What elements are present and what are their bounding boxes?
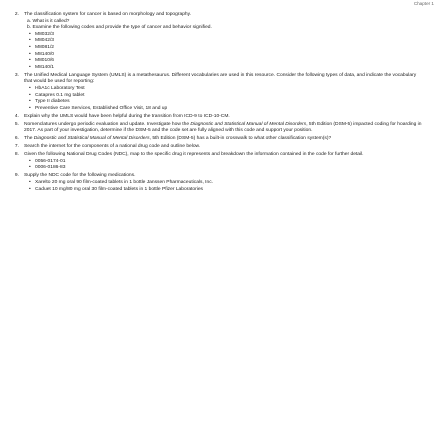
data-type-list xyxy=(24,86,422,112)
medication-list xyxy=(24,180,422,193)
question-text: Supply the NDC code for the following medications. xyxy=(24,173,136,179)
list-item: • Type II diabetes xyxy=(29,99,422,106)
question-text: The Unified Medical Language System (UMLS) is a metathesaurus. Different vocabularies are used in this resource. Consider the following types of data, and indicate the vocabulary that would be used for reporting: xyxy=(24,72,417,85)
question-number: 5. xyxy=(14,121,19,127)
question-text: Explain why the UMLS would have been helpful during the transition from ICD-9 to ICD-10-CM. xyxy=(24,113,230,119)
question-number: 9. xyxy=(14,173,19,179)
text-segment: , 5th Edition (DSM-5) has a built-in crosswalk to what other classification system(s)? xyxy=(149,136,332,142)
list-item: • 0056-0174-01 xyxy=(29,159,422,166)
question-number: 4. xyxy=(14,113,19,119)
text-segment: The xyxy=(24,136,34,142)
code-list xyxy=(24,32,422,72)
question-text: Search the internet for the components of a national drug code and outline below. xyxy=(24,144,201,150)
page-header: Chapter 1 xyxy=(413,1,434,6)
question-number: 7. xyxy=(14,144,19,150)
question-9 xyxy=(0,173,448,193)
question-5 xyxy=(0,122,448,135)
list-item: • HbA1c Laboratory Test xyxy=(29,86,422,93)
ndc-list xyxy=(24,159,422,172)
question-text xyxy=(24,136,448,143)
question-7 xyxy=(0,144,448,151)
question-text: Given the following National Drug Codes (NDC), map to the specific drug it represents and breakdown the information contained in the code for further detail. xyxy=(24,152,364,158)
list-item: • Caduet 10 mg/80 mg oral 30 film-coated tablets in 1 bottle Pfizer Laboratories xyxy=(29,187,422,194)
sub-question-a: a. What is it called? xyxy=(27,18,70,24)
list-item: • Preventive Care Services, Established Office Visit, 18 and up xyxy=(29,106,422,113)
list-item: • Xarelto 20 mg oral 90 film-coated tablets in 1 bottle Janssen Pharmaceuticals, Inc. xyxy=(29,180,422,187)
question-2 xyxy=(0,12,448,71)
question-number: 2. xyxy=(14,12,19,17)
text-segment: , 5th Edition (DSM-5) impacted coding for hoarding in 2017. As part of your investigation, determine if the DSM-5 and the code set are fully aligned with this code and support your position. xyxy=(24,121,422,134)
question-3 xyxy=(0,73,448,113)
list-item: • Catapres 0.1 mg tablet xyxy=(29,93,422,100)
question-number: 3. xyxy=(14,72,19,78)
book-title: Diagnostic and Statistical Manual of Mental Disorders xyxy=(33,136,150,142)
list-item: • M8042/3 xyxy=(29,38,422,45)
list-item: • 0006-0186-83 xyxy=(29,165,422,172)
exercise-list xyxy=(0,12,448,195)
list-item: • M8032/3 xyxy=(29,32,422,39)
list-item: • M8081/2 xyxy=(29,45,422,52)
question-number: 8. xyxy=(14,152,19,158)
sub-question-b: b. Examine the following codes and provide the type of cancer and behavior signified. xyxy=(27,25,212,31)
list-item: • M8140/1 xyxy=(29,65,422,72)
question-6 xyxy=(0,136,448,143)
text-segment: Nomenclatures undergo periodic evaluation and update. Investigate how the xyxy=(24,121,191,127)
question-8 xyxy=(0,152,448,172)
question-4 xyxy=(0,114,448,121)
list-item: • M8140/0 xyxy=(29,52,422,59)
book-title: Diagnostic and Statistical Manual of Mental Disorders xyxy=(190,121,307,127)
list-item: • M8010/6 xyxy=(29,58,422,65)
question-text xyxy=(24,122,448,135)
question-text: The classification system for cancer is based on morphology and topography. xyxy=(24,12,192,17)
question-number: 6. xyxy=(14,136,19,142)
